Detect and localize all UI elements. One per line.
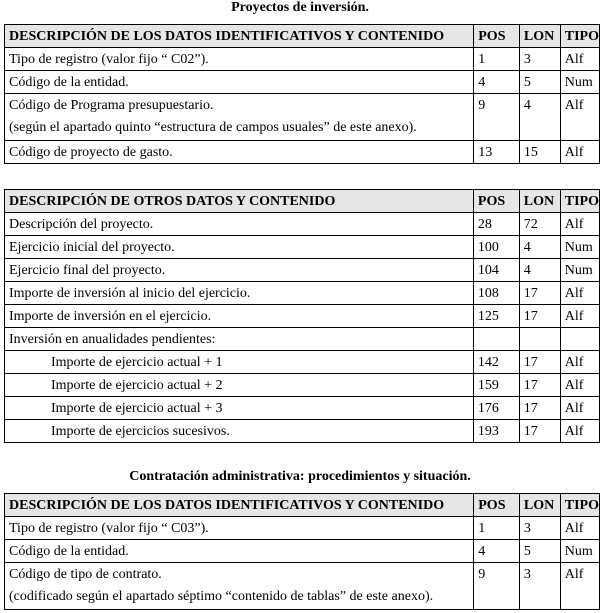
- table-header-row: [5, 190, 600, 213]
- cell-pos: 1: [474, 517, 520, 540]
- cell-pos: 9: [474, 94, 520, 141]
- cell-lon: 15: [519, 141, 560, 164]
- table-row: [5, 259, 600, 282]
- cell-tipo: Alf: [560, 94, 599, 141]
- cell-pos: 4: [474, 71, 520, 94]
- table-row: [5, 540, 600, 563]
- cell-lon: [519, 328, 560, 351]
- header-pos: POS: [474, 494, 520, 517]
- cell-desc: Ejercicio inicial del proyecto.: [5, 236, 474, 259]
- cell-tipo: Alf: [560, 141, 599, 164]
- cell-tipo: Alf: [560, 282, 599, 305]
- cell-desc: Ejercicio final del proyecto.: [5, 259, 474, 282]
- cell-lon: 3: [519, 48, 560, 71]
- cell-desc: Tipo de registro (valor fijo “ C02”).: [5, 48, 474, 71]
- cell-lon: 4: [519, 236, 560, 259]
- cell-pos: 125: [473, 305, 519, 328]
- cell-lon: 5: [519, 540, 560, 563]
- cell-pos: 108: [473, 282, 519, 305]
- cell-tipo: Alf: [560, 563, 599, 610]
- cell-desc: Importe de ejercicios sucesivos.: [5, 420, 474, 443]
- cell-desc: Importe de inversión al inicio del ejercicio.: [5, 282, 474, 305]
- cell-pos: 142: [473, 351, 519, 374]
- header-tipo: TIPO: [560, 494, 599, 517]
- cell-desc: Inversión en anualidades pendientes:: [5, 328, 474, 351]
- table-header-row: [5, 25, 600, 48]
- header-lon: LON: [519, 190, 560, 213]
- table-proyectos-identificativos: [4, 24, 600, 164]
- cell-pos: 104: [473, 259, 519, 282]
- header-descripcion: DESCRIPCIÓN DE LOS DATOS IDENTIFICATIVOS Y CONTENIDO: [5, 494, 474, 517]
- cell-pos: 4: [474, 540, 520, 563]
- table-header-row: [5, 494, 600, 517]
- cell-pos: 1: [474, 48, 520, 71]
- table-row: [5, 71, 600, 94]
- table-row: [5, 328, 600, 351]
- cell-desc: Importe de ejercicio actual + 1: [5, 351, 474, 374]
- header-tipo: TIPO: [560, 190, 599, 213]
- cell-desc: Código de la entidad.: [5, 71, 474, 94]
- cell-tipo: [560, 328, 599, 351]
- table-row: [5, 517, 600, 540]
- table-row: [5, 48, 600, 71]
- cell-lon: 3: [519, 563, 560, 610]
- cell-tipo: Num: [560, 540, 599, 563]
- table-row: [5, 282, 600, 305]
- section-title-proyectos: Proyectos de inversión.: [231, 0, 369, 15]
- cell-desc-line2: (codificado según el apartado séptimo “contenido de tablas” de este anexo).: [9, 589, 434, 604]
- cell-tipo: Alf: [560, 305, 599, 328]
- cell-pos: 100: [473, 236, 519, 259]
- cell-desc: Tipo de registro (valor fijo “ C03”).: [5, 517, 474, 540]
- table-row: [5, 397, 600, 420]
- table-row: [5, 374, 600, 397]
- table-proyectos-otros-datos: [4, 189, 600, 443]
- cell-desc: Importe de ejercicio actual + 3: [5, 397, 474, 420]
- cell-desc: [5, 94, 474, 141]
- cell-pos: 193: [473, 420, 519, 443]
- cell-tipo: Alf: [560, 213, 599, 236]
- cell-desc-line2: (según el apartado quinto “estructura de campos usuales” de este anexo).: [9, 120, 417, 135]
- table-row: [5, 420, 600, 443]
- cell-lon: 4: [519, 259, 560, 282]
- cell-desc: Importe de ejercicio actual + 2: [5, 374, 474, 397]
- cell-tipo: Alf: [560, 517, 599, 540]
- cell-pos: 13: [474, 141, 520, 164]
- cell-pos: 159: [473, 374, 519, 397]
- cell-lon: 17: [519, 282, 560, 305]
- cell-pos: 176: [473, 397, 519, 420]
- table-row: [5, 94, 600, 141]
- cell-desc: Código de la entidad.: [5, 540, 474, 563]
- cell-lon: 17: [519, 397, 560, 420]
- header-lon: LON: [519, 25, 560, 48]
- cell-pos: 28: [473, 213, 519, 236]
- cell-tipo: Alf: [560, 351, 599, 374]
- cell-desc: Código de proyecto de gasto.: [5, 141, 474, 164]
- cell-lon: 5: [519, 71, 560, 94]
- table-row: [5, 305, 600, 328]
- section-title-contratacion: Contratación administrativa: procedimientos y situación.: [129, 469, 471, 484]
- cell-desc: Importe de inversión en el ejercicio.: [5, 305, 474, 328]
- cell-tipo: Alf: [560, 397, 599, 420]
- header-lon: LON: [519, 494, 560, 517]
- table-row: [5, 236, 600, 259]
- cell-desc-line1: Código de tipo de contrato.: [9, 567, 162, 582]
- cell-tipo: Alf: [560, 420, 599, 443]
- table-row: [5, 213, 600, 236]
- cell-tipo: Num: [560, 71, 599, 94]
- cell-lon: 17: [519, 351, 560, 374]
- cell-tipo: Num: [560, 236, 599, 259]
- cell-tipo: Alf: [560, 374, 599, 397]
- cell-tipo: Alf: [560, 48, 599, 71]
- cell-lon: 17: [519, 305, 560, 328]
- cell-pos: [473, 328, 519, 351]
- header-descripcion: DESCRIPCIÓN DE OTROS DATOS Y CONTENIDO: [5, 190, 474, 213]
- cell-lon: 4: [519, 94, 560, 141]
- cell-desc-line1: Código de Programa presupuestario.: [9, 98, 214, 113]
- cell-lon: 72: [519, 213, 560, 236]
- table-contratacion-identificativos: [4, 493, 600, 610]
- header-pos: POS: [473, 190, 519, 213]
- header-pos: POS: [474, 25, 520, 48]
- cell-tipo: Num: [560, 259, 599, 282]
- cell-lon: 17: [519, 374, 560, 397]
- header-tipo: TIPO: [560, 25, 599, 48]
- table-row: [5, 351, 600, 374]
- cell-desc: [5, 563, 474, 610]
- cell-desc: Descripción del proyecto.: [5, 213, 474, 236]
- table-row: [5, 141, 600, 164]
- cell-pos: 9: [474, 563, 520, 610]
- cell-lon: 3: [519, 517, 560, 540]
- header-descripcion: DESCRIPCIÓN DE LOS DATOS IDENTIFICATIVOS Y CONTENIDO: [5, 25, 474, 48]
- table-row: [5, 563, 600, 610]
- cell-lon: 17: [519, 420, 560, 443]
